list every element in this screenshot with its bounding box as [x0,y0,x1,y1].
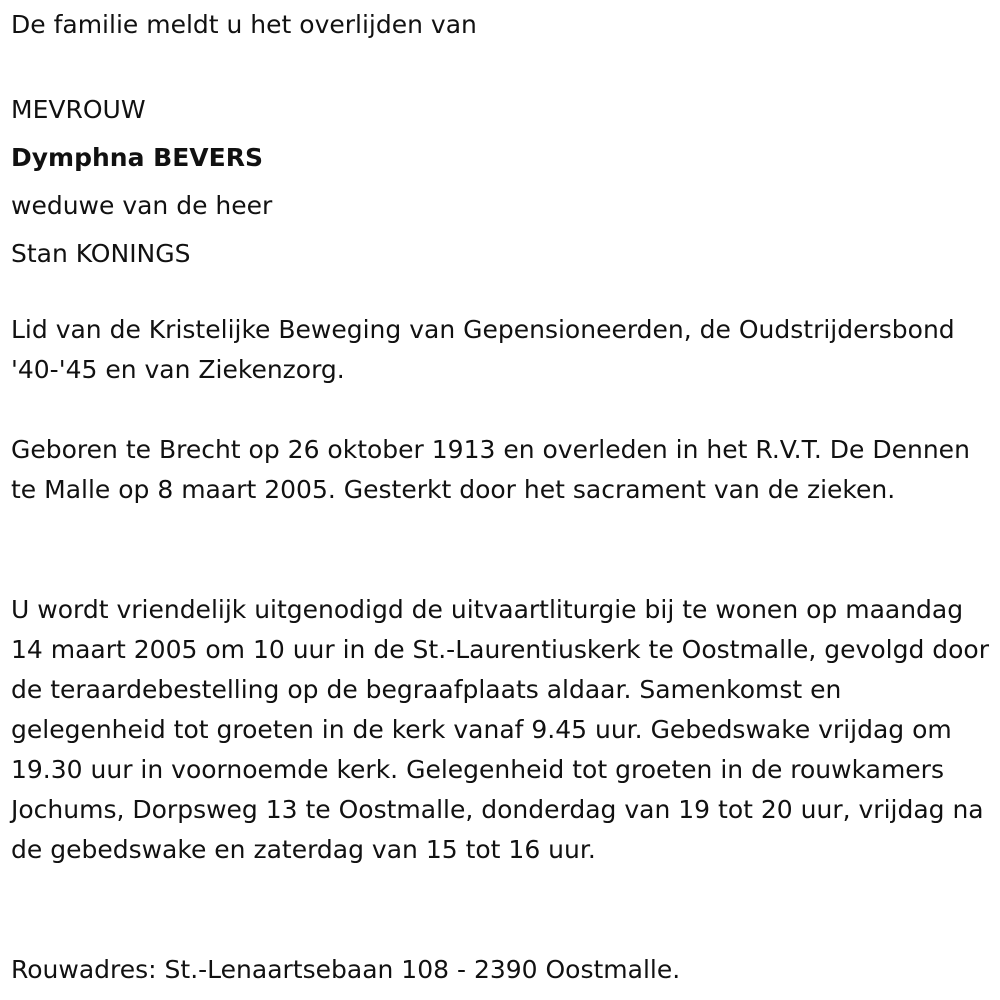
spouse-name: Stan KONINGS [11,239,191,268]
salutation: MEVROUW [11,95,146,124]
membership-paragraph: Lid van de Kristelijke Beweging van Gepensioneerden, de Oudstrijdersbond '40-'45 en van Ziekenzorg. [11,315,955,384]
birth-death-paragraph: Geboren te Brecht op 26 oktober 1913 en overleden in het R.V.T. De Dennen te Malle op 8 maart 2005. Gesterkt door het sacrament van de zieken. [11,435,970,504]
deceased-block [11,86,272,278]
mourning-address: Rouwadres: St.-Lenaartsebaan 108 - 2390 Oostmalle. [11,955,681,984]
deceased-name: Dymphna BEVERS [11,143,263,172]
relation-text: weduwe van de heer [11,191,273,220]
intro-text: De familie meldt u het overlijden van [11,10,477,39]
funeral-paragraph: U wordt vriendelijk uitgenodigd de uitvaartliturgie bij te wonen op maandag 14 maart 2005 om 10 uur in de St.-Laurentiuskerk te Oostmalle, gevolgd door de teraardebestelling op de begraafplaats aldaar. Samenkomst en gelegenheid tot groeten in de kerk vanaf 9.45 uur. Gebedswake vrijdag om 19.30 uur in voornoemde kerk. Gelegenheid tot groeten in de rouwkamers Jochums, Dorpsweg 13 te Oostmalle, donderdag van 19 tot 20 uur, vrijdag na de gebedswake en zaterdag van 15 tot 16 uur. [11,595,990,864]
